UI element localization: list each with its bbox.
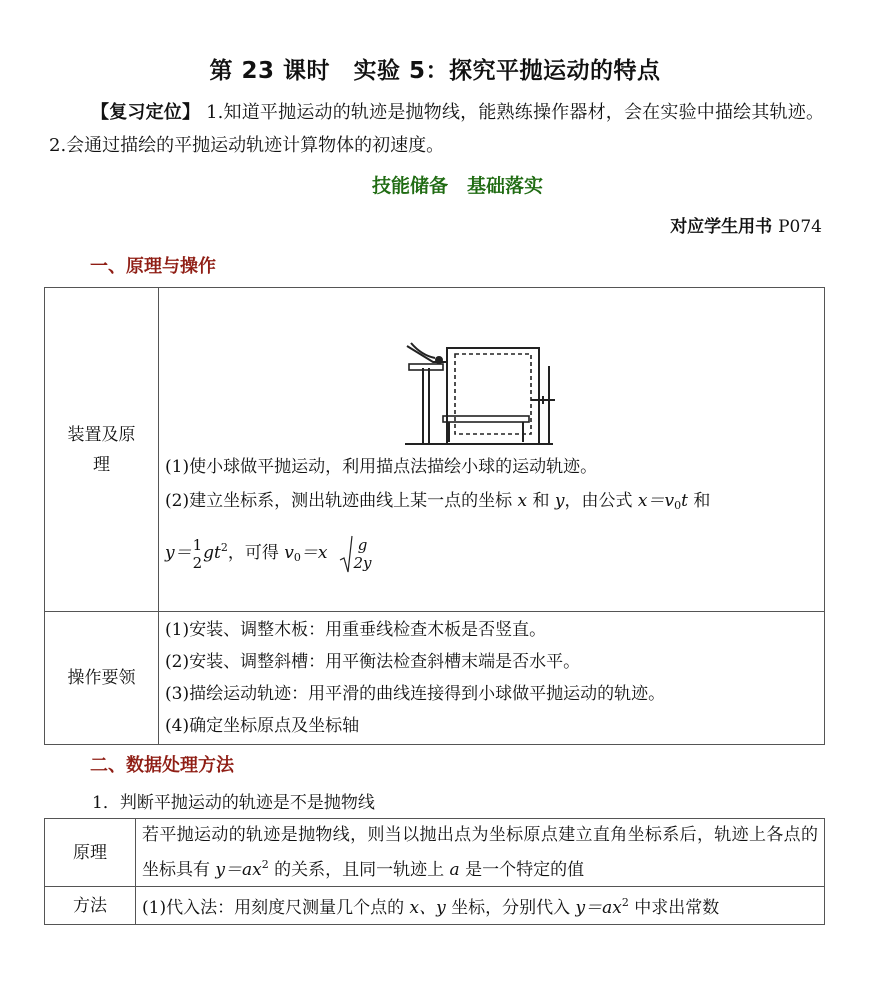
operation-list: [159, 612, 824, 744]
heading-data-processing: 二、数据处理方法: [90, 755, 234, 776]
principle-line-2a: (2)建立坐标系，测出轨迹曲线上某一点的坐标: [165, 491, 518, 511]
var-v: v: [284, 543, 294, 563]
book-reference: [670, 212, 822, 237]
row2-formula: y＝ax: [575, 898, 622, 918]
var-t: t: [681, 491, 688, 511]
row1-formula: y＝ax: [215, 860, 262, 880]
sqrt-fraction: [353, 536, 371, 572]
sqrt-icon: [339, 534, 353, 574]
apparatus-cell: [159, 288, 825, 612]
superscript-2: 2: [220, 541, 228, 554]
row1-text-a: 若平抛运动的轨迹是抛物线，则当以抛出点为坐标原点建立直角坐标系后，轨迹上各点的坐标具有: [142, 825, 818, 880]
method-text: [136, 887, 825, 925]
method-principle-label: 原理: [45, 819, 136, 887]
section-title: 技能储备 基础落实: [371, 175, 543, 197]
row2-text-a: (1)代入法：用刻度尺测量几个点的: [142, 898, 410, 918]
row1-text-c: 是一个特定的值: [459, 860, 585, 880]
formula-x-v0t: x＝v: [637, 491, 675, 511]
operation-item-4: (4)确定坐标原点及坐标轴: [165, 716, 360, 736]
principle-line-2b: ，由公式: [564, 491, 638, 511]
word-and-2: 和: [687, 491, 711, 511]
apparatus-label: [45, 288, 159, 612]
sqrt-expression: [339, 529, 372, 579]
frac-den: 2: [192, 553, 203, 572]
review-intro: [49, 96, 824, 162]
var-x: x: [517, 491, 528, 511]
principle-line-1: (1)使小球做平抛运动，利用描点法描绘小球的运动轨迹。: [165, 457, 598, 477]
row1-var-a: a: [449, 860, 460, 880]
operation-item-1: (1)安装、调整木板：用重垂线检查木板是否竖直。: [165, 620, 547, 640]
apparatus-label-text: 装置及原理: [67, 424, 136, 475]
principle-line-2: [165, 484, 818, 523]
var-y: y: [554, 491, 565, 511]
principle-table: [44, 287, 825, 745]
reference-label: 对应学生用书: [670, 217, 773, 237]
subscript-0b: 0: [293, 551, 301, 564]
row1-text-b: 的关系，且同一轨迹上: [268, 860, 450, 880]
principle-line-3: [165, 523, 818, 583]
formula-gt: gt: [203, 543, 221, 563]
method-label: 方法: [45, 887, 136, 925]
principle-text: [159, 446, 824, 587]
method-principle-text: [136, 819, 825, 887]
sqrt-num: g: [357, 536, 368, 554]
operation-label: 操作要领: [45, 612, 159, 745]
operation-cell: [159, 612, 825, 745]
subscript-0: 0: [674, 499, 682, 512]
row1-sup: 2: [261, 858, 269, 871]
word-get: ，可得: [227, 543, 285, 563]
operation-item-2: (2)安装、调整斜槽：用平衡法检查斜槽末端是否水平。: [165, 652, 581, 672]
row2-xy: x、y: [409, 898, 446, 918]
subheading-judge-parabola: 1．判断平抛运动的轨迹是不是抛物线: [92, 793, 375, 813]
apparatus-diagram-icon: [403, 340, 565, 446]
formula-y-eq: y＝: [165, 543, 192, 563]
heading-principle-operation: 一、原理与操作: [90, 256, 216, 277]
row2-text-c: 中求出常数: [628, 898, 720, 918]
row2-text-b: 坐标，分别代入: [445, 898, 576, 918]
formula-eq-x: ＝x: [300, 543, 328, 563]
sqrt-den: 2y: [353, 554, 372, 572]
frac-num: 1: [192, 535, 203, 554]
review-tag: 【复习定位】: [91, 102, 201, 123]
page-title: 第 23 课时 实验 5：探究平抛运动的特点: [209, 58, 661, 84]
row2-sup: 2: [621, 896, 629, 909]
reference-page: P074: [778, 217, 822, 237]
review-text: 1.知道平抛运动的轨迹是抛物线，能熟练操作器材，会在实验中描绘其轨迹。2.会通过描绘的平抛运动轨迹计算物体的初速度。: [49, 102, 824, 156]
fraction-one-half: [193, 536, 203, 572]
word-and: 和: [527, 491, 555, 511]
method-table: [44, 818, 825, 925]
operation-item-3: (3)描绘运动轨迹：用平滑的曲线连接得到小球做平抛运动的轨迹。: [165, 684, 666, 704]
